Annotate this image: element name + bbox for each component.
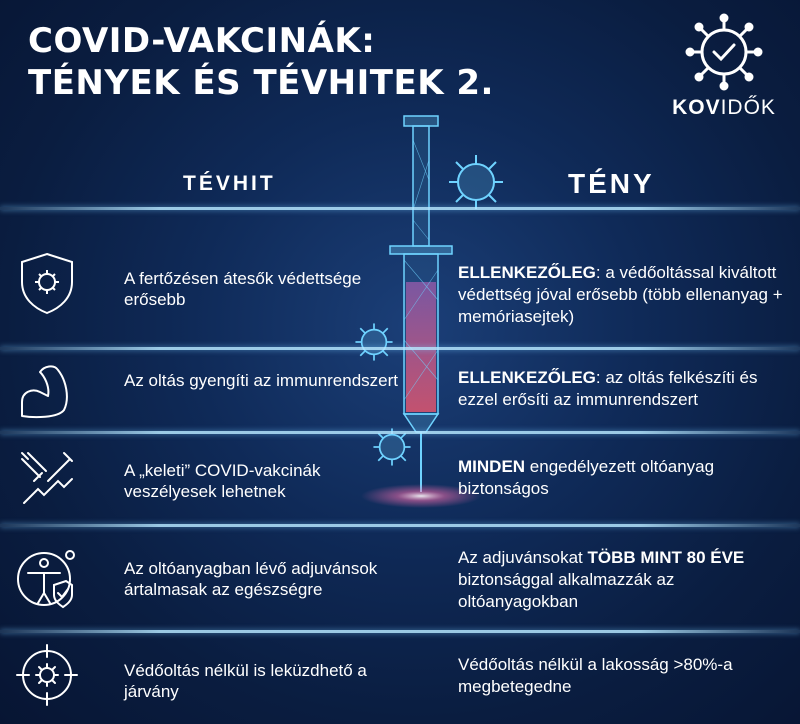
logo-text-bold: KOV bbox=[672, 96, 721, 119]
fact-text-1 bbox=[458, 262, 793, 328]
fact-text-3 bbox=[458, 456, 793, 500]
target-virus-icon bbox=[14, 642, 80, 708]
fact-text-5: Védőoltás nélkül a lakosság >80%-a megbetegedne bbox=[458, 655, 733, 696]
myth-text-5: Védőoltás nélkül is leküzdhető a járvány bbox=[124, 661, 367, 701]
fact-text-4 bbox=[458, 547, 793, 613]
myth-text-4: Az oltóanyagban lévő adjuvánsok ártalmasak az egészségre bbox=[124, 559, 378, 599]
fact-body: : az oltás felkészíti és ezzel erősíti az immunrendszert bbox=[458, 368, 758, 409]
shield-virus-icon bbox=[14, 250, 80, 316]
logo-text bbox=[668, 96, 780, 120]
title-line-2: TÉNYEK ÉS TÉVHITEK 2. bbox=[28, 63, 494, 103]
broken-syringe-icon bbox=[14, 445, 80, 511]
divider bbox=[0, 347, 800, 350]
virus-illustration-middle bbox=[352, 320, 396, 364]
virus-illustration-top bbox=[444, 150, 508, 214]
fact-body: biztonsággal alkalmazzák az oltóanyagokban bbox=[458, 570, 675, 611]
fact-emphasis: TÖBB MINT 80 ÉVE bbox=[587, 548, 745, 567]
myth-text-3: A „keleti” COVID-vakcinák veszélyesek lehetnek bbox=[124, 461, 321, 501]
myth-text-1: A fertőzésen átesők védettsége erősebb bbox=[124, 269, 362, 309]
protected-person-icon bbox=[14, 545, 80, 611]
divider bbox=[0, 431, 800, 434]
fact-emphasis: ELLENKEZŐLEG bbox=[458, 368, 596, 387]
virus-clock-icon bbox=[684, 12, 764, 92]
fact-intro: Az adjuvánsokat bbox=[458, 548, 588, 567]
logo-text-rest: IDŐK bbox=[720, 96, 776, 119]
column-header-myth: TÉVHIT bbox=[183, 172, 276, 195]
myth-text-2: Az oltás gyengíti az immunrendszert bbox=[124, 371, 399, 390]
fact-text-2 bbox=[458, 367, 793, 411]
fact-body: engedélyezett oltóanyag biztonságos bbox=[458, 457, 715, 498]
fact-body: : a védőoltással kiváltott védettség jóval erősebb (több ellenanyag + memóriasejtek) bbox=[458, 263, 783, 326]
divider bbox=[0, 207, 800, 210]
divider bbox=[0, 630, 800, 633]
title-line-1: COVID-VAKCINÁK: bbox=[28, 21, 376, 61]
flexed-arm-icon bbox=[14, 358, 80, 424]
kovidok-logo bbox=[668, 12, 780, 120]
divider bbox=[0, 524, 800, 527]
page-title bbox=[28, 20, 494, 104]
fact-emphasis: ELLENKEZŐLEG bbox=[458, 263, 596, 282]
fact-emphasis: MINDEN bbox=[458, 457, 526, 476]
column-header-fact: TÉNY bbox=[568, 168, 655, 199]
